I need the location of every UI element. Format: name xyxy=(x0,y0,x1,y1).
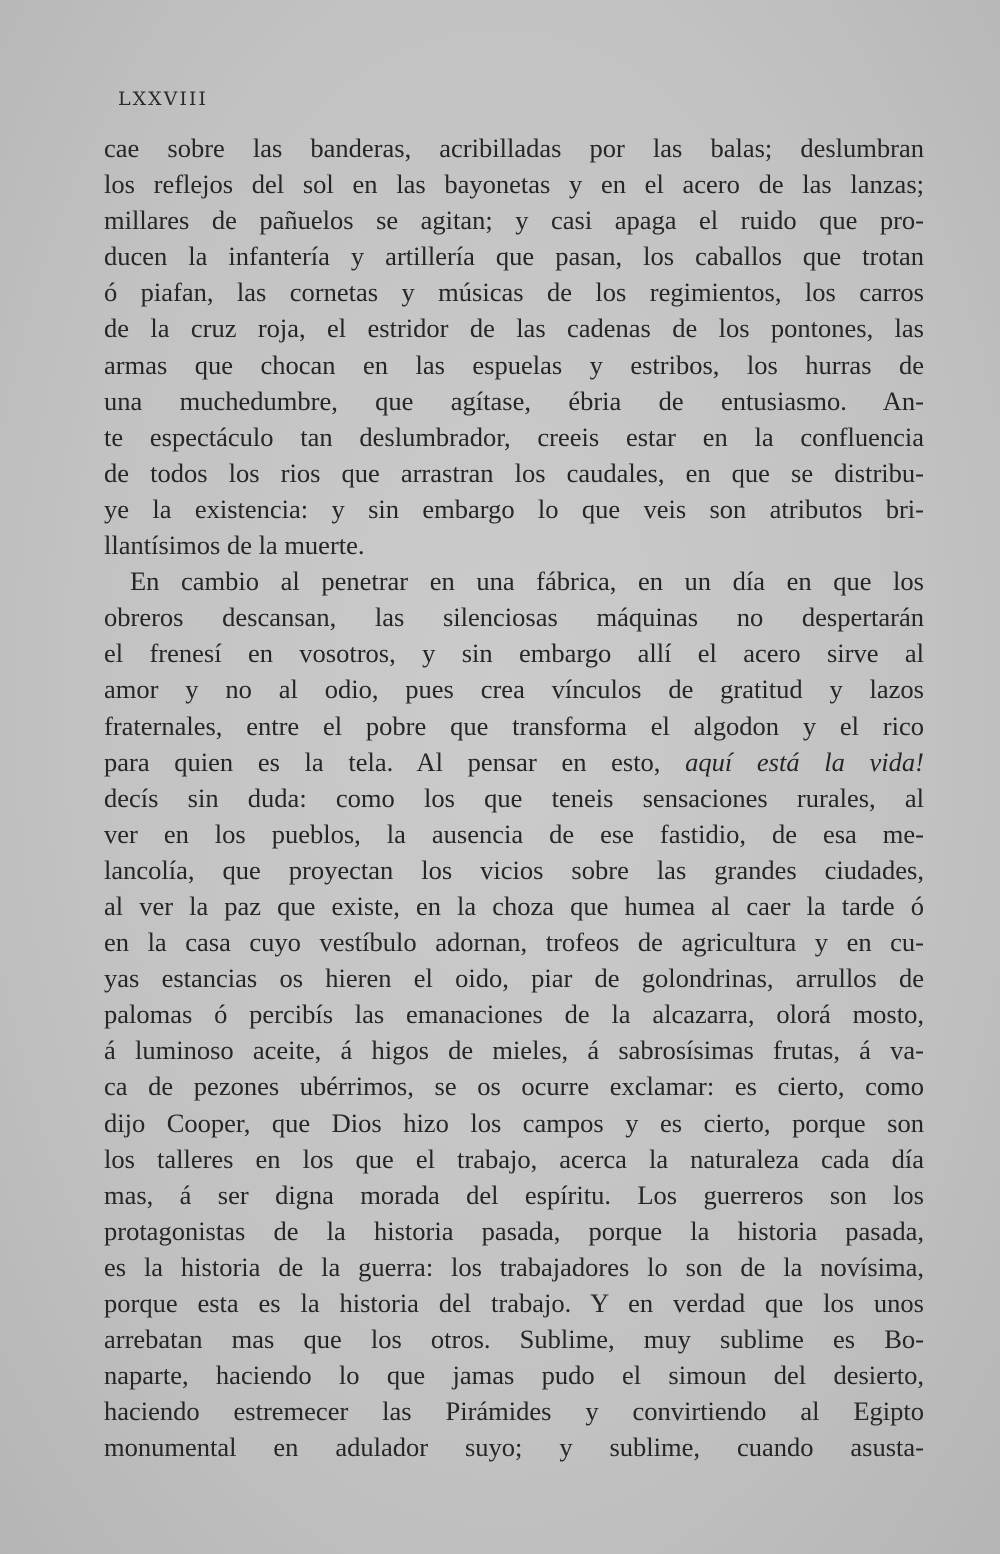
text-line: arrebatan mas que los otros. Sublime, muy sublime es Bo- xyxy=(104,1324,924,1355)
text-line: cae sobre las banderas, acribilladas por las balas; deslumbran xyxy=(104,133,924,163)
text-line: amor y no al odio, pues crea vínculos de gratitud y lazos xyxy=(104,674,924,705)
text-line: mas, á ser digna morada del espíritu. Los guerreros son los xyxy=(104,1179,924,1210)
text-line: llantísimos de la muerte. xyxy=(104,530,365,561)
text-line: naparte, haciendo lo que jamas pudo el simoun del desierto, xyxy=(104,1360,924,1391)
text-line: dijo Cooper, que Dios hizo los campos y es cierto, porque son xyxy=(104,1107,924,1138)
text-line: obreros descansan, las silenciosas máquinas no despertarán xyxy=(104,602,924,633)
text-line-with-italic xyxy=(104,744,924,780)
text-line: de todos los rios que arrastran los caudales, en que se distribu- xyxy=(104,457,924,488)
text-line: porque esta es la historia del trabajo. Y en verdad que los unos xyxy=(104,1288,924,1318)
paragraph-1 xyxy=(104,130,924,563)
page-folio: LXXVIII xyxy=(118,88,208,110)
text-line: ca de pezones ubérrimos, se os ocurre exclamar: es cierto, como xyxy=(104,1071,924,1102)
text-line: es la historia de la guerra: los trabajadores lo son de la novísima, xyxy=(104,1251,924,1282)
paragraph-2 xyxy=(104,563,924,1465)
text-line: monumental en adulador suyo; y sublime, cuando asusta- xyxy=(104,1432,924,1463)
text-line: ducen la infantería y artillería que pasan, los caballos que trotan xyxy=(104,241,924,272)
text-line: lancolía, que proyectan los vicios sobre las grandes ciudades, xyxy=(104,854,924,885)
text-line: fraternales, entre el pobre que transforma el algodon y el rico xyxy=(104,710,924,741)
body-text xyxy=(104,130,924,1465)
text-line: los talleres en los que el trabajo, acerca la naturaleza cada día xyxy=(104,1143,924,1174)
text-line: armas que chocan en las espuelas y estribos, los hurras de xyxy=(104,349,924,380)
text-line: decís sin duda: como los que teneis sensaciones rurales, al xyxy=(104,782,924,813)
text-line: una muchedumbre, que agítase, ébria de entusiasmo. An- xyxy=(104,385,924,416)
text-line: haciendo estremecer las Pirámides y convirtiendo al Egipto xyxy=(104,1396,924,1427)
text-line: el frenesí en vosotros, y sin embargo allí el acero sirve al xyxy=(104,638,924,669)
text-line: á luminoso aceite, á higos de mieles, á sabrosísimas frutas, á va- xyxy=(104,1035,924,1066)
text-line: millares de pañuelos se agitan; y casi apaga el ruido que pro- xyxy=(104,205,924,236)
text-line: al ver la paz que existe, en la choza que humea al caer la tarde ó xyxy=(104,890,924,921)
text-line: En cambio al penetrar en una fábrica, en un día en que los xyxy=(130,566,924,597)
text-line: palomas ó percibís las emanaciones de la alcazarra, olorá mosto, xyxy=(104,999,924,1030)
italic-phrase: aquí está la vida! xyxy=(685,746,924,777)
text-line: ver en los pueblos, la ausencia de ese fastidio, de esa me- xyxy=(104,818,924,849)
text-line: yas estancias os hieren el oido, piar de golondrinas, arrullos de xyxy=(104,963,924,994)
text-line: en la casa cuyo vestíbulo adornan, trofeos de agricultura y en cu- xyxy=(104,927,924,958)
text-line: ó piafan, las cornetas y músicas de los regimientos, los carros xyxy=(104,277,924,308)
text-line: ye la existencia: y sin embargo lo que veis son atributos bri- xyxy=(104,493,924,524)
text-segment: para quien es la tela. Al pensar en esto, xyxy=(104,746,661,777)
text-line: protagonistas de la historia pasada, porque la historia pasada, xyxy=(104,1215,924,1246)
text-line: de la cruz roja, el estridor de las cadenas de los pontones, las xyxy=(104,313,924,344)
text-line: los reflejos del sol en las bayonetas y en el acero de las lanzas; xyxy=(104,169,924,200)
text-line: te espectáculo tan deslumbrador, creeis estar en la confluencia xyxy=(104,421,924,452)
